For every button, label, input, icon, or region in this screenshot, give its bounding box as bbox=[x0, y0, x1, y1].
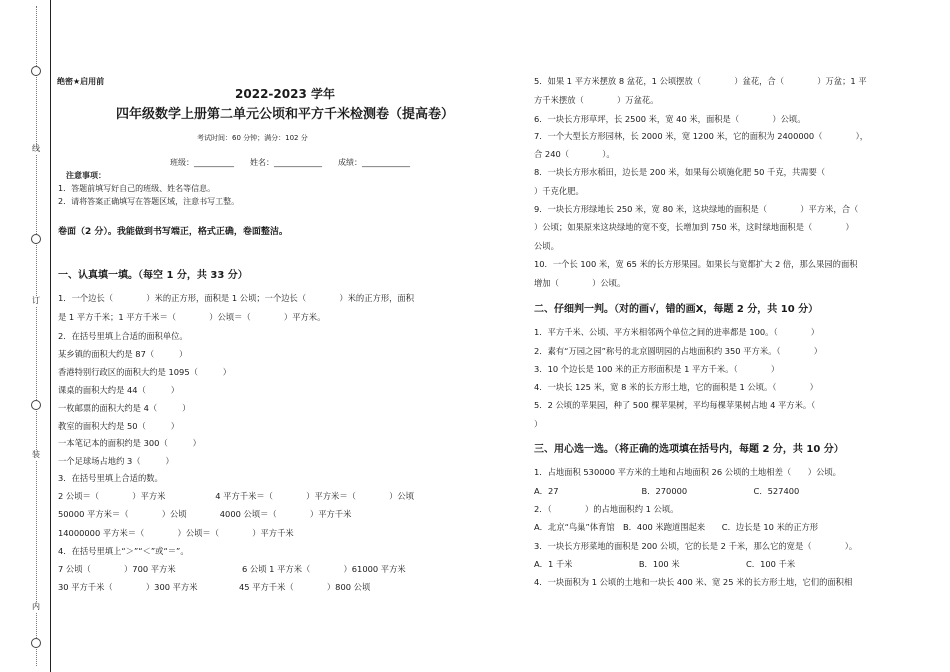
question-line: 公顷。 bbox=[534, 241, 559, 251]
question-line: 2．素有“万园之园”称号的北京圆明园的占地面积约 350 平方米。（ ） bbox=[534, 346, 823, 356]
question-line: 2．在括号里填上合适的面积单位。 bbox=[58, 331, 188, 341]
binding-char: 订 bbox=[32, 296, 40, 305]
question-line: 6．一块长方形草坪，长 2500 米，宽 40 米，面积是（ ）公顷。 bbox=[534, 114, 806, 124]
question-line: 2．（ ）的占地面积约 1 公顷。 bbox=[534, 504, 679, 514]
question-line: A．1 千米 B．100 米 C．100 千米 bbox=[534, 559, 796, 569]
notes-item: 1．答题前填写好自己的班级、姓名等信息。 bbox=[58, 184, 216, 193]
question-line: 5．如果 1 平方米摆放 8 盆花，1 公顷摆放（ ）盆花，合（ ）万盆；1 平 bbox=[534, 76, 867, 86]
binding-hole bbox=[31, 66, 41, 76]
neatness-line: 卷面（2 分）。我能做到书写端正，格式正确，卷面整洁。 bbox=[58, 227, 288, 237]
question-line: 1．占地面积 530000 平方米的土地和占地面积 26 公顷的土地相差（ ）公顷。 bbox=[534, 467, 841, 477]
question-line: 30 平方千米（ ）300 平方米 45 平方千米（ ）800 公顷 bbox=[58, 582, 371, 592]
question-line: 某乡镇的面积大约是 87（ ） bbox=[58, 349, 188, 359]
question-line: 50000 平方米＝（ ）公顷 4000 公顷＝（ ）平方千米 bbox=[58, 509, 352, 519]
notes-item: 2．请将答案正确填写在答题区域，注意书写工整。 bbox=[58, 197, 240, 206]
question-line: 一枚邮票的面积大约是 4（ ） bbox=[58, 403, 191, 413]
question-line: 8．一块长方形水稻田，边长是 200 米，如果每公顷施化肥 50 千克，共需要（ bbox=[534, 167, 826, 177]
question-line: 5．2 公顷的苹果园，种了 500 棵苹果树，平均每棵苹果树占地 4 平方米。（ bbox=[534, 400, 816, 410]
binding-dotted-line bbox=[36, 6, 37, 666]
binding-char: 内 bbox=[32, 602, 40, 611]
question-line: 增加（ ）公顷。 bbox=[534, 278, 626, 288]
question-line: 7．一个大型长方形园林，长 2000 米，宽 1200 米，它的面积为 2400000（ ）， bbox=[534, 131, 869, 141]
question-line: 4．一块面积为 1 公顷的土地和一块长 400 米、宽 25 米的长方形土地，它们的面积相 bbox=[534, 577, 853, 587]
question-line: 2 公顷＝（ ）平方米 4 平方千米＝（ ）平方米＝（ ）公顷 bbox=[58, 491, 415, 501]
question-line: 教室的面积大约是 50（ ） bbox=[58, 421, 180, 431]
exam-year: 2022-2023 学年 bbox=[235, 87, 335, 101]
question-line: 3．一块长方形菜地的面积是 200 公顷，它的长是 2 千米，那么它的宽是（ ）。 bbox=[534, 541, 858, 551]
binding-margin bbox=[0, 0, 60, 672]
question-line: 香港特别行政区的面积大约是 1095（ ） bbox=[58, 367, 232, 377]
section3-title: 三、用心选一选。（将正确的选项填在括号内，每题 2 分，共 10 分） bbox=[534, 444, 844, 455]
binding-hole bbox=[31, 234, 41, 244]
student-fields[interactable]: 班级：__________ 姓名：____________ 成绩：____________ bbox=[170, 158, 410, 167]
binding-char: 线 bbox=[32, 144, 40, 153]
section1-title: 一、认真填一填。（每空 1 分，共 33 分） bbox=[58, 270, 248, 281]
binding-hole bbox=[31, 400, 41, 410]
question-line: 1．一个边长（ ）米的正方形，面积是 1 公顷；一个边长（ ）米的正方形，面积 bbox=[58, 293, 415, 303]
question-line: A．北京“鸟巢”体育馆 B．400 米跑道围起来 C．边长是 10 米的正方形 bbox=[534, 522, 819, 532]
question-line: 1．平方千米、公顷、平方米相邻两个单位之间的进率都是 100。（ ） bbox=[534, 327, 820, 337]
question-line: 3．10 个边长是 100 米的正方形面积是 1 平方千米。（ ） bbox=[534, 364, 780, 374]
question-line: 方千米摆放（ ）万盆花。 bbox=[534, 95, 659, 105]
question-line: A．27 B．270000 C．527400 bbox=[534, 486, 800, 496]
notes-heading: 注意事项： bbox=[66, 171, 106, 180]
question-line: 7 公顷（ ）700 平方米 6 公顷 1 平方米（ ）61000 平方米 bbox=[58, 564, 406, 574]
binding-char: 装 bbox=[32, 450, 40, 459]
question-line: 合 240（ ）。 bbox=[534, 149, 615, 159]
binding-solid-line bbox=[50, 0, 51, 672]
question-line: ）公顷；如果原来这块绿地的宽不变，长增加到 750 米，这时绿地面积是（ ） bbox=[534, 222, 854, 232]
question-line: 10．一个长 100 米，宽 65 米的长方形果园。如果长与宽都扩大 2 倍，那么果园的面积 bbox=[534, 259, 858, 269]
exam-title: 四年级数学上册第二单元公顷和平方千米检测卷（提高卷） bbox=[115, 107, 454, 122]
question-line: 3．在括号里填上合适的数。 bbox=[58, 473, 163, 483]
question-line: 4．在括号里填上“＞”“＜”或“＝”。 bbox=[58, 546, 189, 556]
question-line: 9．一块长方形绿地长 250 米，宽 80 米，这块绿地的面积是（ ）平方米，合（ bbox=[534, 204, 859, 214]
binding-hole bbox=[31, 638, 41, 648]
question-line: 一本笔记本的面积约是 300（ ） bbox=[58, 438, 201, 448]
question-line: 课桌的面积大约是 44（ ） bbox=[58, 385, 180, 395]
question-line: ）千克化肥。 bbox=[534, 186, 584, 196]
question-line: ） bbox=[534, 419, 543, 429]
question-line: 是 1 平方千米；1 平方千米＝（ ）公顷＝（ ）平方米。 bbox=[58, 312, 326, 322]
section2-title: 二、仔细判一判。（对的画√，错的画Ⅹ，每题 2 分，共 10 分） bbox=[534, 304, 819, 315]
question-line: 14000000 平方米＝（ ）公顷＝（ ）平方千米 bbox=[58, 528, 294, 538]
question-line: 一个足球场占地约 3（ ） bbox=[58, 456, 174, 466]
exam-info: 考试时间：60 分钟；满分：102 分 bbox=[197, 134, 308, 142]
secret-label: 绝密★启用前 bbox=[57, 77, 105, 86]
question-line: 4．一块长 125 米，宽 8 米的长方形土地，它的面积是 1 公顷。（ ） bbox=[534, 382, 818, 392]
